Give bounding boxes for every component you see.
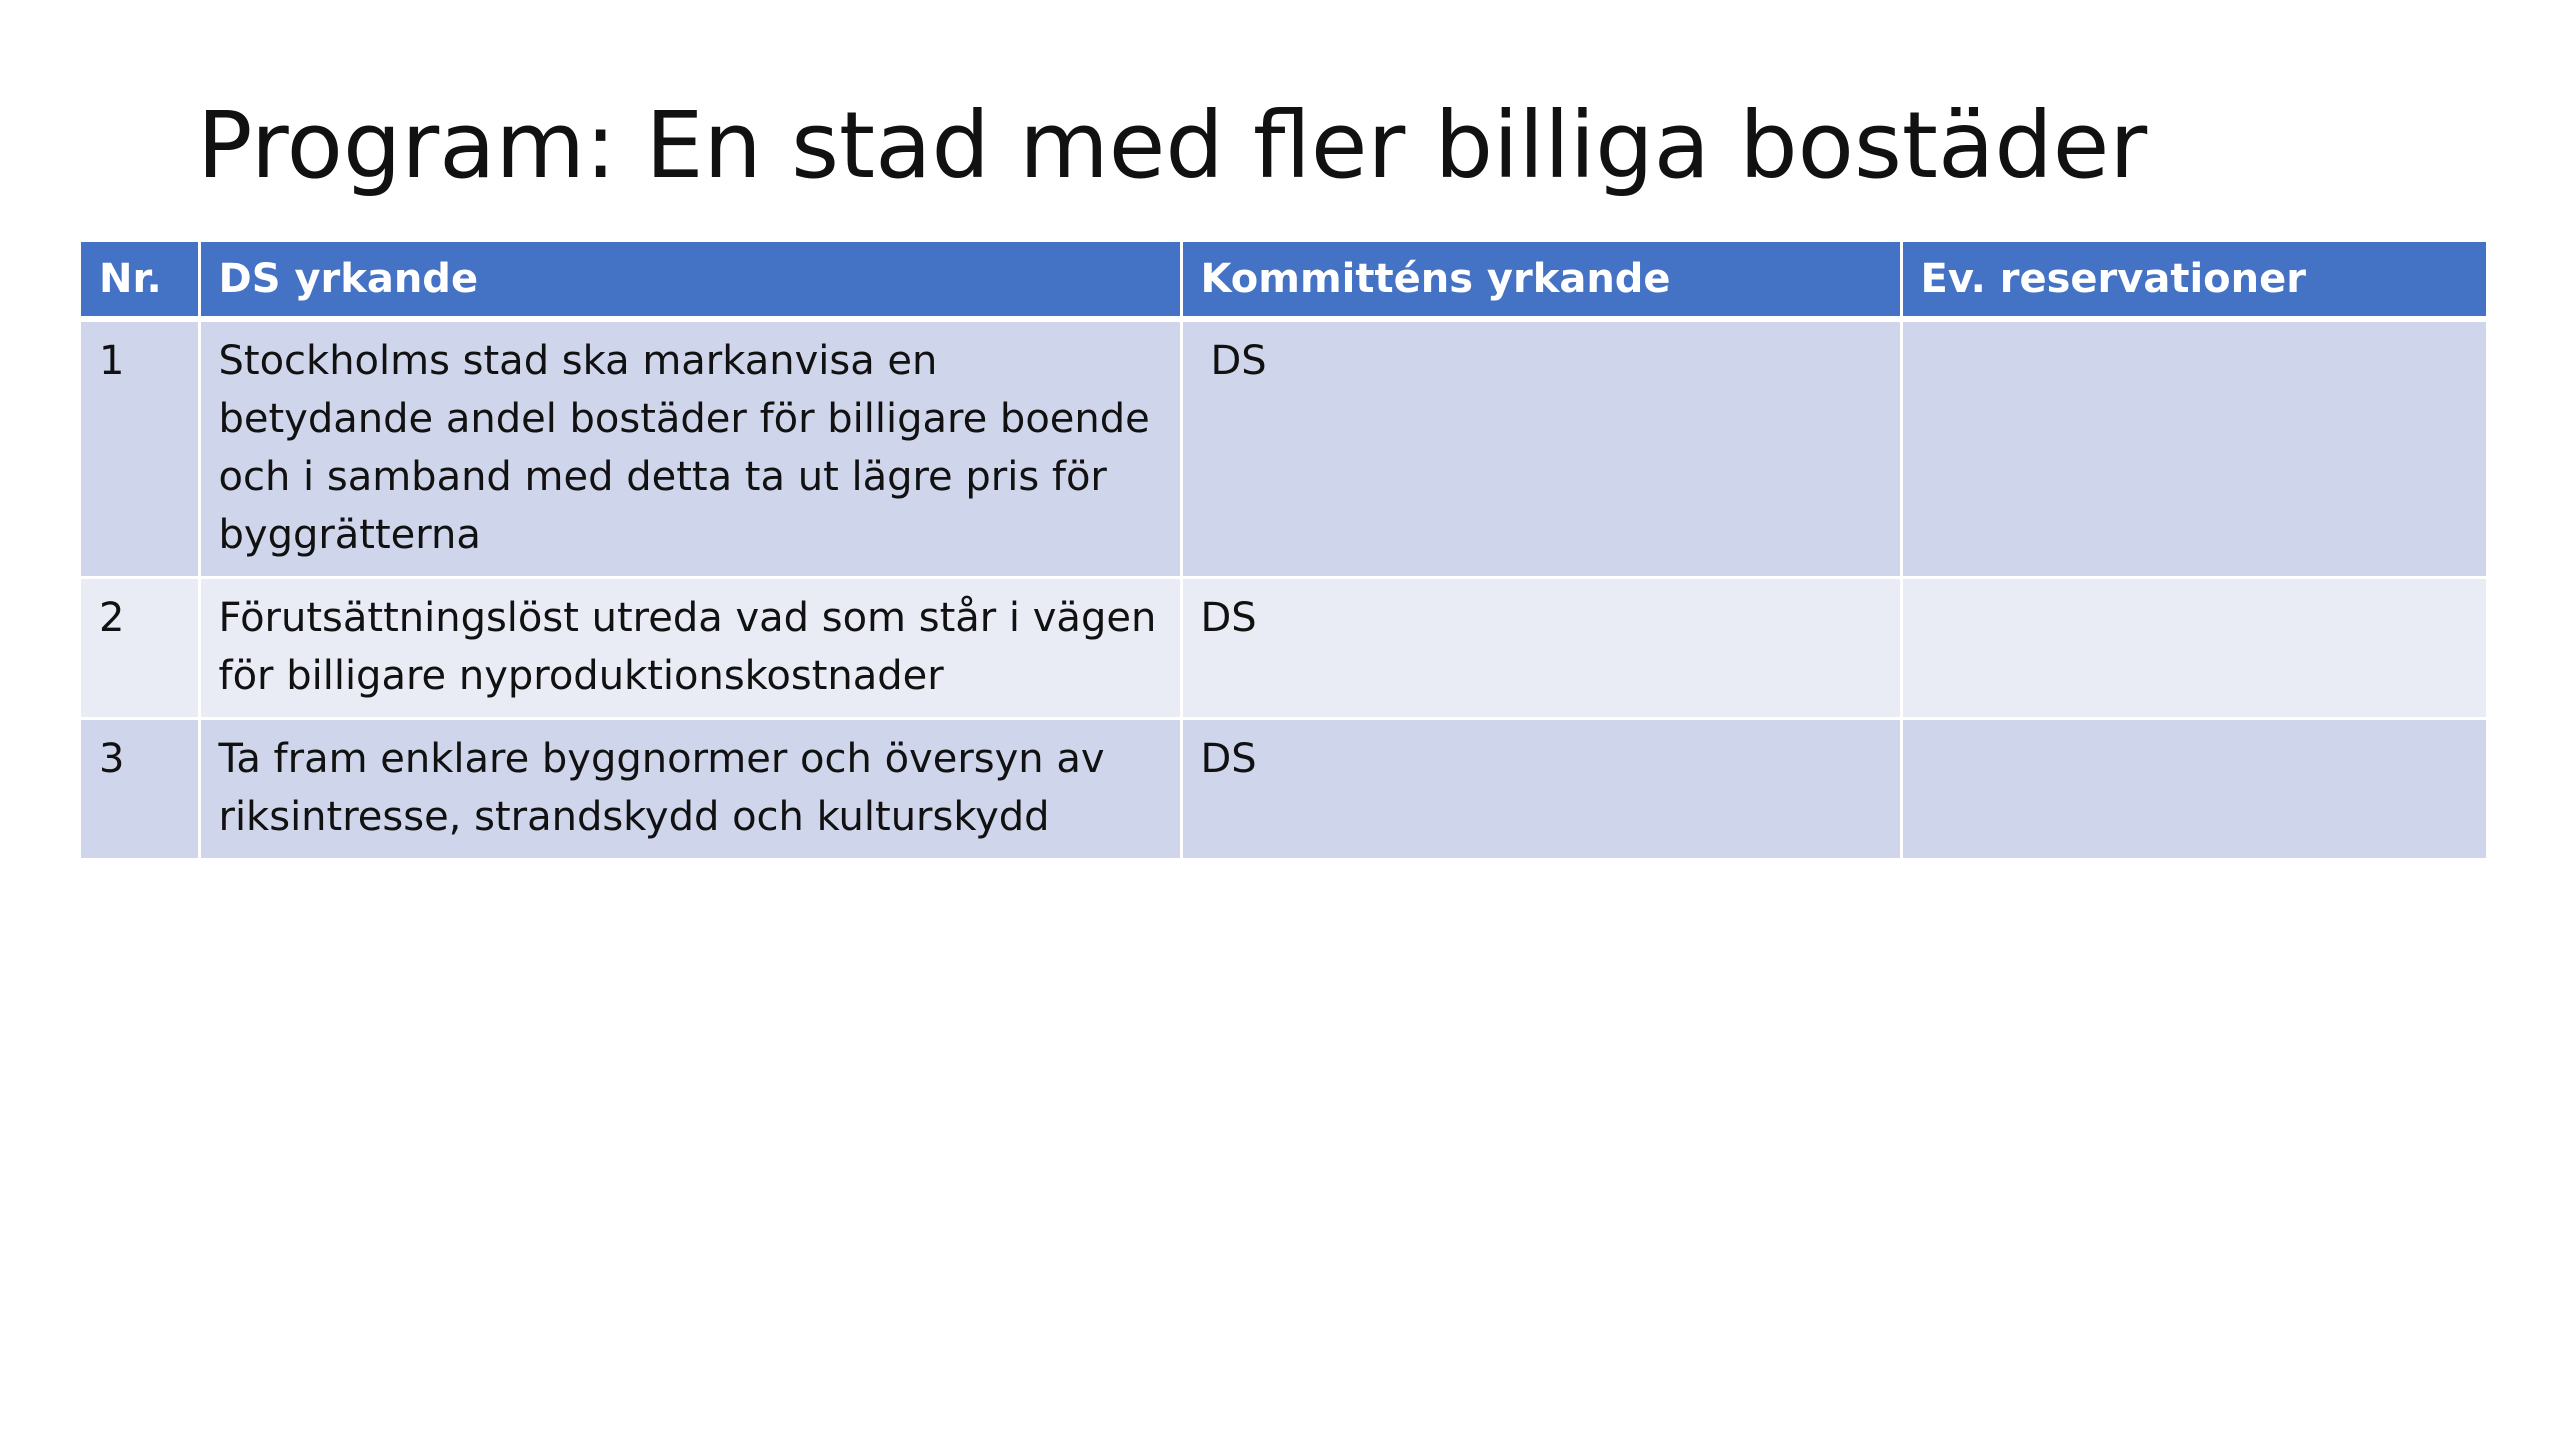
slide-title: Program: En stad med fler billiga bostäder	[197, 92, 2148, 199]
table-row	[81, 578, 2486, 719]
cell-nr: 1	[81, 319, 199, 578]
cell-reservationer	[1901, 578, 2486, 719]
cell-reservationer	[1901, 319, 2486, 578]
cell-kommittens-yrkande: DS	[1181, 719, 1901, 859]
cell-ds-yrkande: Stockholms stad ska markanvisa en betydande andel bostäder för billigare boende och i samband med detta ta ut lägre pris för byggrätterna	[199, 319, 1181, 578]
header-reservationer: Ev. reservationer	[1901, 242, 2486, 319]
cell-ds-yrkande: Ta fram enklare byggnormer och översyn av riksintresse, strandskydd och kulturskydd	[199, 719, 1181, 859]
cell-kommittens-yrkande: DS	[1181, 578, 1901, 719]
program-table	[81, 242, 2486, 858]
cell-ds-yrkande: Förutsättningslöst utreda vad som står i vägen för billigare nyproduktionskostnader	[199, 578, 1181, 719]
header-ds-yrkande: DS yrkande	[199, 242, 1181, 319]
cell-reservationer	[1901, 719, 2486, 859]
cell-kommittens-yrkande: DS	[1181, 319, 1901, 578]
cell-nr: 2	[81, 578, 199, 719]
table-row	[81, 319, 2486, 578]
header-kommittens-yrkande: Kommitténs yrkande	[1181, 242, 1901, 319]
table-header-row	[81, 242, 2486, 319]
cell-nr: 3	[81, 719, 199, 859]
header-nr: Nr.	[81, 242, 199, 319]
table-row	[81, 719, 2486, 859]
